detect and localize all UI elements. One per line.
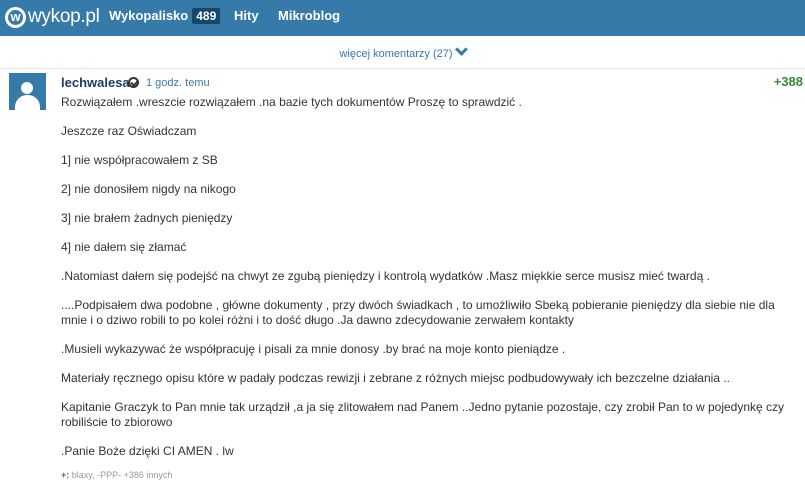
comment-paragraph: .Musieli wykazywać że współpracuję i pisali za mnie donosy .by brać na moje konto pieniądze . — [61, 342, 566, 356]
comment-paragraph: Kapitanie Graczyk to Pan mnie tak urządził ,a ja się zlitowałem nad Panem ..Jedno pytanie pozostaje, czy zrobił Pan to w pojedynkę czy robiliście to zbiorowo — [61, 400, 785, 429]
voters-prefix: +: — [61, 470, 70, 480]
voters-names: blaxy, -PPP- +386 innych — [71, 470, 173, 480]
user-silhouette-icon — [21, 82, 33, 94]
comment-paragraph: 3] nie brałem żadnych pieniędzy — [61, 211, 233, 225]
nav-mikroblog[interactable]: Mikroblog — [278, 8, 341, 23]
wykop-logo-icon — [5, 7, 26, 28]
comment-paragraph: ....Podpisałem dwa podobne , główne dokumenty , przy dwóch świadkach , to umożliwiło Sbeką pobieranie pieniędzy dla siebie nie dla mnie i o dziwo robili to po kolei różni i to dość długo .Ja dawno zdecydowanie zerwałem kontakty — [61, 298, 775, 327]
divider — [0, 68, 805, 69]
comment-paragraph: Rozwiązałem .wreszcie rozwiązałem .na bazie tych dokumentów Proszę to sprawdzić . — [61, 95, 522, 109]
comment-paragraph: Jeszcze raz Oświadczam — [61, 124, 197, 138]
comment-paragraph: .Panie Boże dzięki CI AMEN . lw — [61, 444, 234, 458]
more-comments-link[interactable] — [0, 47, 805, 61]
avatar[interactable] — [9, 73, 46, 110]
comment-paragraph: Materiały ręcznego opisu które w padały podczas rewizji i zebrane z różnych miejsc podbudowywały ich bezczelne działania .. — [61, 371, 730, 385]
wykopalisko-count-badge: 489 — [192, 8, 220, 24]
nav-wykopalisko-label: Wykopalisko — [109, 8, 189, 23]
user-silhouette-body — [15, 95, 40, 110]
nav-wykopalisko[interactable] — [109, 7, 220, 25]
comment-paragraph: 2] nie donosiłem nigdy na nikogo — [61, 182, 236, 196]
comment-author-link[interactable]: lechwalesa — [61, 75, 130, 90]
comment-paragraph: .Natomiast dałem się podejść na chwyt ze zgubą pieniędzy i kontrolą wydatków .Masz miękkie serce musisz mieć twardą . — [61, 269, 710, 283]
logo-text: wykop.pl — [28, 6, 100, 27]
comment-body — [61, 95, 801, 463]
comment-paragraph: 4] nie dałem się złamać — [61, 240, 187, 254]
wykop-logo[interactable] — [5, 4, 100, 30]
voters-list[interactable] — [61, 470, 172, 481]
comment-time-link[interactable]: 1 godz. temu — [146, 77, 210, 89]
chevron-down-icon — [455, 43, 468, 56]
comment-score: +388 — [773, 74, 803, 89]
comment-paragraph: 1] nie współpracowałem z SB — [61, 153, 218, 167]
nav-hity[interactable]: Hity — [234, 8, 259, 23]
verified-check-icon — [128, 77, 139, 88]
more-comments-label: więcej komentarzy (27) — [339, 48, 453, 60]
top-navigation-bar — [0, 0, 805, 36]
